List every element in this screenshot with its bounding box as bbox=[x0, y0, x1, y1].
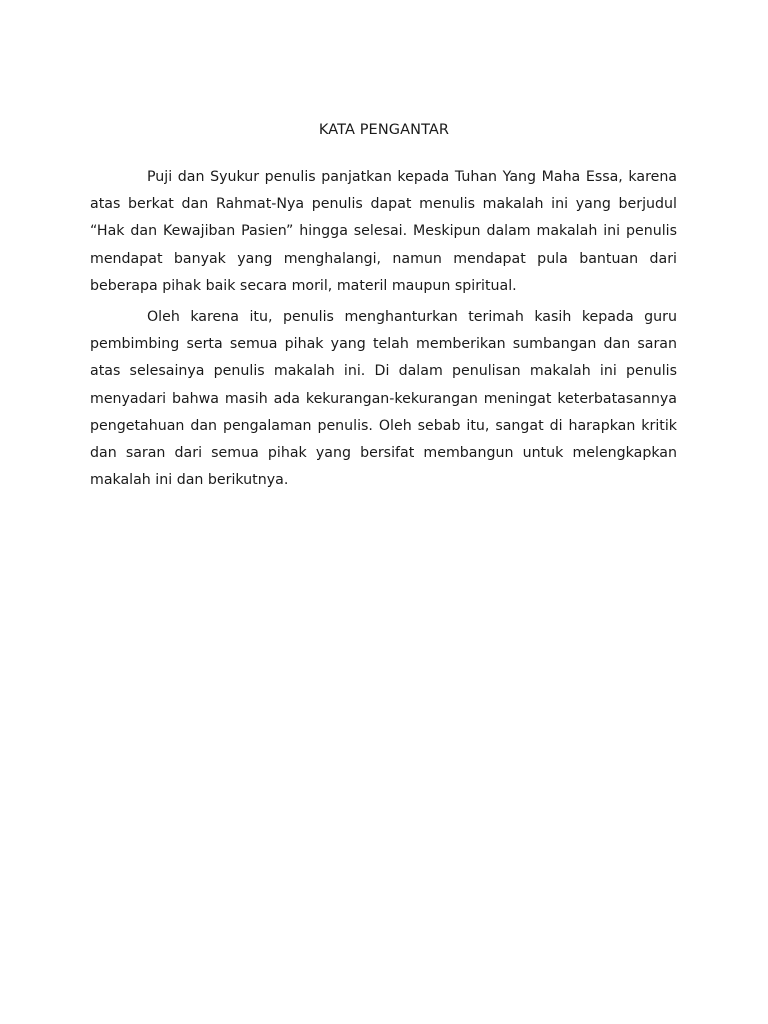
body-text bbox=[90, 164, 677, 498]
paragraph-2: Oleh karena itu, penulis menghanturkan terimah kasih kepada guru pembimbing serta semua pihak yang telah memberikan sumbangan dan saran atas selesainya penulis makalah ini. Di dalam penulisan makalah ini penulis menyadari bahwa masih ada kekurangan-kekurangan meningat keterbatasannya pengetahuan dan pengalaman penulis. Oleh sebab itu, sangat di harapkan kritik dan saran dari semua pihak yang bersifat membangun untuk melengkapkan makalah ini dan berikutnya. bbox=[90, 309, 677, 489]
paragraph-1: Puji dan Syukur penulis panjatkan kepada Tuhan Yang Maha Essa, karena atas berkat dan Rahmat-Nya penulis dapat menulis makalah ini yang berjudul “Hak dan Kewajiban Pasien” hingga selesai. Meskipun dalam makalah ini penulis mendapat banyak yang menghalangi, namun mendapat pula bantuan dari beberapa pihak baik secara moril, materil maupun spiritual. bbox=[90, 169, 677, 294]
page-title: KATA PENGANTAR bbox=[318, 122, 450, 138]
